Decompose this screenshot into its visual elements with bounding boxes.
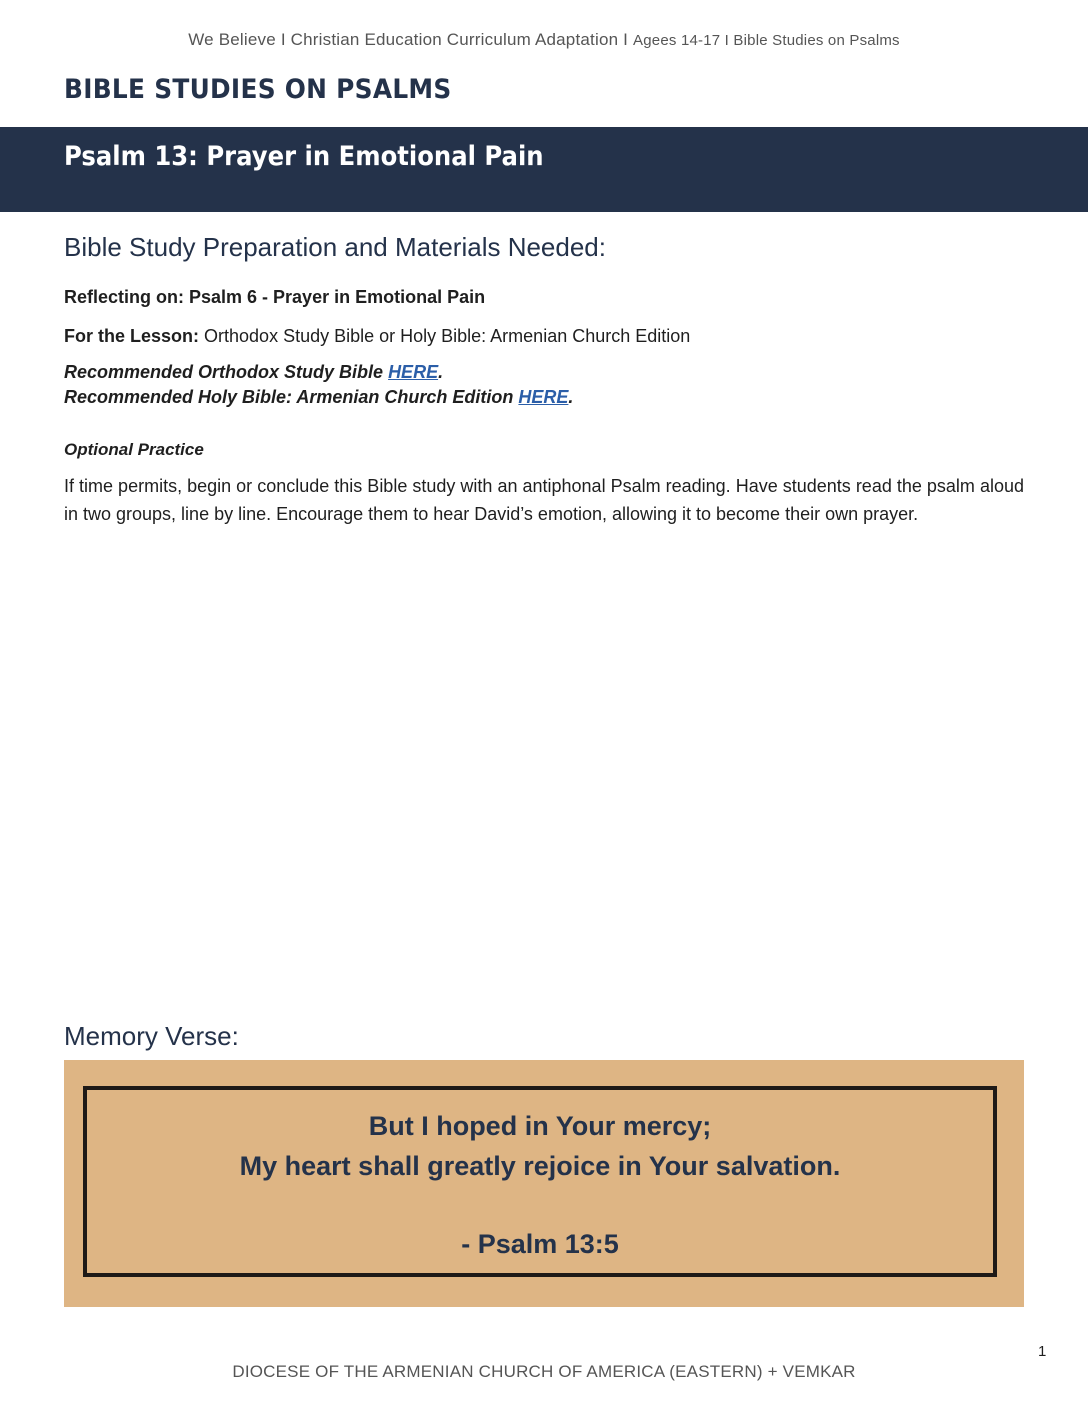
recommended-osb-text: Recommended Orthodox Study Bible — [64, 362, 384, 382]
recommended-armenian-text: Recommended Holy Bible: Armenian Church Edition — [64, 387, 514, 407]
for-the-lesson-line — [64, 326, 1024, 347]
series-title: BIBLE STUDIES ON PSALMS — [64, 74, 452, 105]
memory-verse-line-2: My heart shall greatly rejoice in Your salvation. — [239, 1151, 841, 1181]
recommended-osb-period: . — [438, 362, 444, 382]
running-header-tail: Agees 14-17 I Bible Studies on Psalms — [633, 32, 900, 49]
recommended-osb-line — [64, 362, 1024, 383]
running-header-main: We Believe I Christian Education Curriculum Adaptation I — [188, 30, 629, 49]
footer-text: DIOCESE OF THE ARMENIAN CHURCH OF AMERICA (EASTERN) + VEMKAR — [232, 1362, 856, 1381]
for-the-lesson-label: For the Lesson: — [64, 326, 200, 346]
recommended-armenian-link[interactable]: HERE — [518, 387, 569, 407]
recommended-osb-link[interactable]: HERE — [388, 362, 439, 382]
memory-verse-box — [64, 1060, 1024, 1307]
memory-verse-frame — [83, 1086, 997, 1277]
memory-verse-line-1: But I hoped in Your mercy; — [368, 1111, 712, 1141]
page-number: 1 — [1038, 1343, 1047, 1360]
preparation-heading: Bible Study Preparation and Materials Needed: — [64, 232, 606, 262]
recommended-armenian-line — [64, 387, 1024, 408]
lesson-title-banner — [0, 127, 1088, 212]
optional-practice-body: If time permits, begin or conclude this Bible study with an antiphonal Psalm reading. Have students read the psalm aloud in two groups, line by line. Encourage them to hear David’s emotion, allowing it to become their own prayer. — [64, 476, 1024, 524]
recommended-armenian-period: . — [568, 387, 574, 407]
memory-verse-heading: Memory Verse: — [64, 1021, 239, 1051]
memory-verse-reference: - Psalm 13:5 — [461, 1229, 619, 1259]
for-the-lesson-value: Orthodox Study Bible or Holy Bible: Armenian Church Edition — [204, 326, 691, 346]
running-header — [0, 30, 1088, 50]
lesson-title: Psalm 13: Prayer in Emotional Pain — [64, 141, 544, 172]
optional-practice-label: Optional Practice — [64, 440, 204, 459]
reflecting-on-line: Reflecting on: Psalm 6 - Prayer in Emotional Pain — [64, 287, 486, 307]
